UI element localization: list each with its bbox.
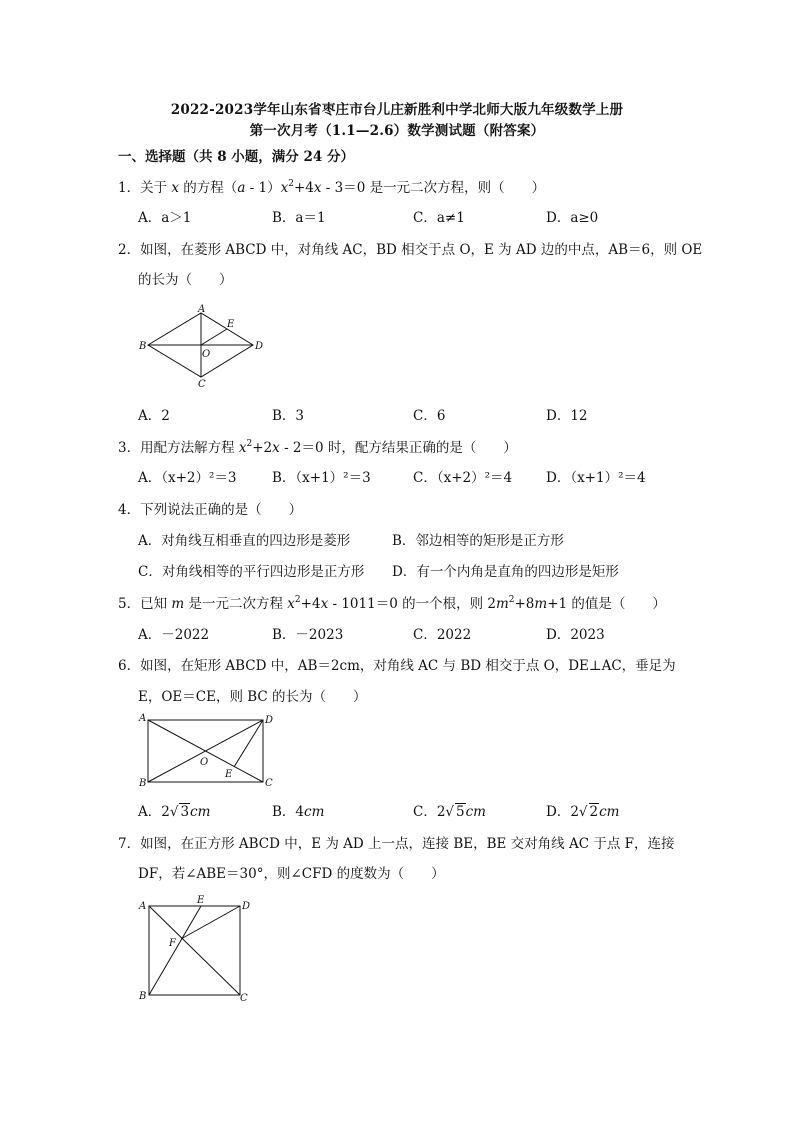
question-2-line-2: 的长为（ ） [138, 272, 233, 288]
q5-option-c: C．2022 [413, 627, 472, 643]
q5-text: 已知 [140, 596, 172, 612]
q5-option-d: D．2023 [546, 627, 605, 643]
label-c: C [198, 379, 206, 389]
q6-option-c-radicand: 5 [456, 804, 465, 820]
diagonal-ac [149, 906, 240, 995]
q1-option-c: C．a≠1 [413, 210, 465, 226]
question-1: 1．关于 x 的方程$(a - 1)x^2+4x - 3=0$ 是一元二次方程，则（ ） [118, 179, 546, 196]
sqrt-symbol: √ 3 [169, 804, 190, 820]
segment-df [181, 906, 240, 939]
q3-option-d: D．（x+1）²＝4 [546, 470, 646, 486]
q1-text: - 1） [245, 180, 281, 196]
label-e: E [197, 895, 205, 906]
label-a: A [198, 304, 206, 315]
label-c: C [265, 778, 273, 789]
label-d: D [255, 341, 264, 352]
label-d: D [265, 715, 274, 726]
question-3: 3．用配方法解方程 $x^2+2x - 2=0$ 时，配方结果正确的是（ ） [118, 439, 517, 456]
label-a: A [139, 713, 147, 724]
q1-option-a: A．a＞1 [138, 210, 192, 226]
q6-option-a-radicand: 3 [180, 804, 190, 820]
q7-text: 如图，在正方形 ABCD 中，E 为 AD 上一点，连接 BE，BE 交对角线 AC 于点 F，连接 [140, 836, 675, 852]
q5-text: +4 [300, 596, 321, 612]
q6-option-b-label: B．4 [272, 804, 305, 820]
q5-number: 5． [118, 596, 141, 612]
q3-text: 用配方法解方程 [140, 440, 239, 456]
q6-option-d-radicand: 2 [589, 804, 599, 820]
q7-number: 7． [118, 836, 141, 852]
title-line-2: 第一次月考（1.1—2.6）数学测试题（附答案） [249, 123, 545, 139]
q3-option-c: C．（x+2）²＝4 [413, 470, 513, 486]
q6-option-d-unit: cm [599, 804, 620, 820]
question-7-line-2: DF，若∠ABE＝30°，则∠CFD 的度数为（ ） [138, 866, 445, 882]
label-f: F [169, 938, 176, 949]
q1-option-b: B．a＝1 [272, 210, 326, 226]
q2-option-a: A．2 [138, 408, 170, 424]
question-4 [118, 498, 302, 518]
q1-number: 1． [118, 180, 141, 196]
label-d: D [242, 901, 251, 912]
square-figure [136, 893, 282, 1005]
q3-text: - 2＝0 时，配方结果正确的是（ ） [279, 440, 517, 456]
sqrt-symbol: √ 5 [445, 804, 465, 820]
q1-text: +4 [293, 180, 314, 196]
label-a: A [139, 901, 147, 912]
q6-option-a-unit: cm [190, 804, 211, 820]
segment-be [149, 906, 201, 995]
q4-option-c: C．对角线相等的平行四边形是正方形 [138, 564, 365, 580]
q2-option-d: D．12 [546, 408, 588, 424]
question-6-line-2: E，OE＝CE，则 BC 的长为（ ） [138, 689, 367, 705]
q2-option-b: B．3 [272, 408, 305, 424]
rectangle-figure [136, 711, 278, 791]
label-o: O [202, 349, 211, 360]
q1-text: 的方程（ [179, 180, 238, 196]
q5-option-a: A．－2022 [138, 627, 210, 643]
q6-option-c-unit: cm [465, 804, 486, 820]
q6-option-b [272, 800, 324, 820]
q6-option-d [546, 800, 620, 820]
q6-number: 6． [118, 658, 141, 674]
title-line-1: 2022-2023学年山东省枣庄市台儿庄新胜利中学北师大版九年级数学上册 [170, 102, 624, 118]
q4-option-b: B．邻边相等的矩形是正方形 [392, 533, 564, 549]
question-6-line-1 [118, 654, 676, 674]
question-2-line-1 [118, 238, 702, 258]
q1-text: 关于 [140, 180, 172, 196]
q3-text: +2 [252, 440, 273, 456]
q5-text: +8 [514, 596, 535, 612]
label-c: C [240, 993, 248, 1004]
sqrt-symbol: √ 2 [578, 804, 599, 820]
segment-de [234, 720, 263, 767]
q2-text: 如图，在菱形 ABCD 中，对角线 AC，BD 相交于点 O，E 为 AD 边的中点，AB＝6，则 OE [140, 242, 703, 258]
label-o: O [200, 757, 209, 768]
q3-option-a: A．（x+2）²＝3 [138, 470, 237, 486]
q4-option-a: A．对角线互相垂直的四边形是菱形 [138, 533, 351, 549]
q6-option-d-label: D．2 [546, 804, 579, 820]
q6-option-a [138, 800, 210, 820]
segment-oe [201, 329, 227, 345]
q1-option-d: D．a≥0 [546, 210, 599, 226]
q2-option-c: C．6 [413, 408, 446, 424]
section-heading: 一、选择题（共 8 小题，满分 24 分） [118, 149, 354, 165]
q5-text: +1 的值是（ ） [547, 596, 666, 612]
q6-option-b-unit: cm [304, 804, 325, 820]
q6-text: 如图，在矩形 ABCD 中，AB＝2cm，对角线 AC 与 BD 相交于点 O，DE⊥AC，垂足为 [140, 658, 676, 674]
q3-option-b: B．（x+1）²＝3 [272, 470, 371, 486]
q5-option-b: B．－2023 [272, 627, 344, 643]
q1-text: - 3＝0 是一元二次方程，则（ ） [321, 180, 546, 196]
q2-number: 2． [118, 242, 141, 258]
q6-option-a-label: A．2 [138, 804, 170, 820]
q5-text: - 1011＝0 的一个根，则 2 [328, 596, 496, 612]
label-e: E [227, 319, 235, 330]
q3-number: 3． [118, 440, 141, 456]
q4-number: 4． [118, 502, 141, 518]
label-e: E [225, 769, 233, 780]
q6-option-c-label: C．2 [413, 804, 446, 820]
q4-text: 下列说法正确的是（ ） [140, 502, 303, 518]
q6-option-c [413, 800, 486, 820]
label-b: B [139, 991, 147, 1002]
label-b: B [139, 341, 147, 352]
rhombus-figure [136, 303, 266, 389]
q5-text: 是一元二次方程 [184, 596, 288, 612]
question-5: 5．已知 m 是一元二次方程 $x^2+4x - 1011=0$ 的一个根，则 $2m^2+8m+1$ 的值是（ ） [118, 595, 666, 612]
question-7-line-1 [118, 832, 675, 852]
label-b: B [139, 778, 147, 789]
q4-option-d: D．有一个内角是直角的四边形是矩形 [392, 564, 619, 580]
